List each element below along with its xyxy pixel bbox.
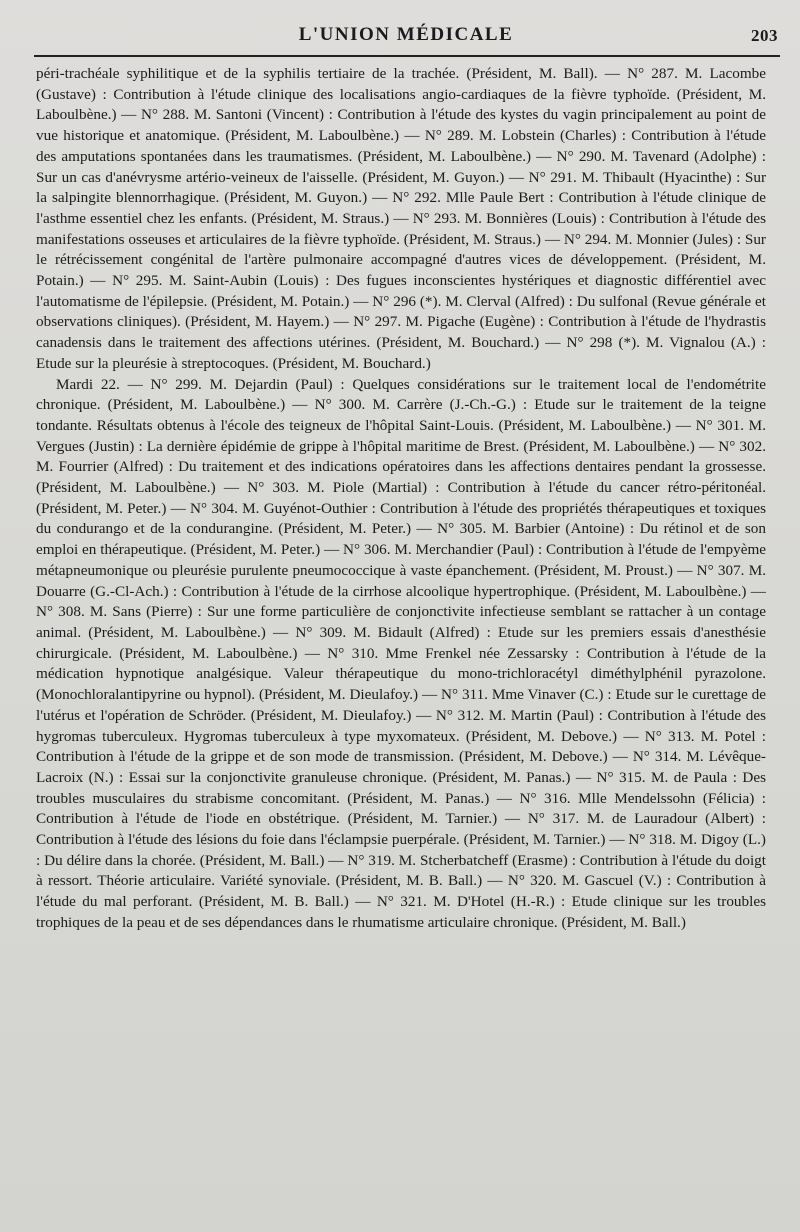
page-number: 203 [751,26,778,45]
paragraph-continuation: péri-trachéale syphilitique et de la syphilis tertiaire de la trachée. (Président, M. Ball). — N° 287. M. Lacombe (Gustave) : Contribution à l'étude clinique des localisations angio-cardiaques de la fièvre typhoïde. (Président, M. Laboulbène.) — N° 288. M. Santoni (Vincent) : Contribution à l'étude des kystes du vagin principalement au point de vue historique et anatomique. (Président, M. Laboulbène.) — N° 289. M. Lobstein (Charles) : Contribution à l'étude des amputations spontanées dans les traumatismes. (Président, M. Laboulbène.) — N° 290. M. Tavenard (Adolphe) : Sur un cas d'anévrysme artério-veineux de l'aisselle. (Président, M. Guyon.) — N° 291. M. Thibault (Hyacinthe) : Sur la salpingite blennorrhagique. (Président, M. Guyon.) — N° 292. Mlle Paule Bert : Contribution à l'étude clinique de l'asthme essentiel chez les enfants. (Président, M. Straus.) — N° 293. M. Bonnières (Louis) : Contribution à l'étude des manifestations osseuses et articulaires de la fièvre typhoïde. (Président, M. Straus.) — N° 294. M. Monnier (Jules) : Sur le rétrécissement congénital de l'artère pulmonaire accompagné d'autres vices de développement. (Président, M. Potain.) — N° 295. M. Saint-Aubin (Louis) : Des fugues inconscientes hystériques et diagnostic différentiel avec l'automatisme de l'épilepsie. (Président, M. Potain.) — N° 296 (*). M. Clerval (Alfred) : Du sulfonal (Revue générale et observations cliniques). (Président, M. Hayem.) — N° 297. M. Pigache (Eugène) : Contribution à l'étude de l'hydrastis canadensis dans le traitement des affections utérines. (Président, M. Bouchard.) — N° 298 (*). M. Vignalou (A.) : Etude sur la pleurésie à streptocoques. (Président, M. Bouchard.) [36,65,766,372]
header-rule [34,55,780,57]
journal-title: L'UNION MÉDICALE [298,24,514,45]
running-head [30,22,782,52]
thesis-list-text [36,64,766,934]
paragraph-mardi-22: Mardi 22. — N° 299. M. Dejardin (Paul) : Quelques considérations sur le traitement local de l'endométrite chronique. (Président, M. Laboulbène.) — N° 300. M. Carrère (J.-Ch.-G.) : Etude sur le traitement de la teigne tondante. Résultats obtenus à l'école des teigneux de l'hôpital Saint-Louis. (Président, M. Laboulbène.) — N° 301. M. Vergues (Justin) : La dernière épidémie de grippe à l'hôpital maritime de Brest. (Président, M. Laboulbène.) — N° 302. M. Fourrier (Alfred) : Du traitement et des indications opératoires dans les affections dentaires pendant la grossesse. (Président, M. Laboulbène.) — N° 303. M. Piole (Martial) : Contribution à l'étude du cancer rétro-péritonéal. (Président, M. Peter.) — N° 304. M. Guyénot-Outhier : Contribution à l'étude des propriétés thérapeutiques et toxiques du condurango et de la condurangine. (Président, M. Peter.) — N° 305. M. Barbier (Antoine) : Du rétinol et de son emploi en thérapeutique. (Président, M. Peter.) — N° 306. M. Merchandier (Paul) : Contribution à l'étude de l'empyème métapneumonique ou pleurésie purulente pneumococcique à vaste épanchement. (Président, M. Proust.) — N° 307. M. Douarre (G.-Cl-Ach.) : Contribution à l'étude de la cirrhose alcoolique hypertrophique. (Président, M. Laboulbène.) — N° 308. M. Sans (Pierre) : Sur une forme particulière de conjonctivite infectieuse semblant se rattacher à un contage animal. (Président, M. Laboulbène.) — N° 309. M. Bidault (Alfred) : Etude sur les premiers essais d'anesthésie chirurgicale. (Président, M. Laboulbène.) — N° 310. Mme Frenkel née Zessarsky : Contribution à l'étude de la médication hypnotique analgésique. Valeur thérapeutique du mono-trichloracétyl diméthylphénil pyrazolone. (Monochloralantipyrine ou hypnol). (Président, M. Dieulafoy.) — N° 311. Mme Vinaver (C.) : Etude sur le curettage de l'utérus et l'opération de Schröder. (Président, M. Dieulafoy.) — N° 312. M. Martin (Paul) : Contribution à l'étude des hygromas tuberculeux. Hygromas tuberculeux à type myxomateux. (Président, M. Debove.) — N° 313. M. Potel : Contribution à l'étude de la grippe et de son mode de transmission. (Président, M. Debove.) — N° 314. M. Lévêque-Lacroix (N.) : Essai sur la conjonctivite granuleuse chronique. (Président, M. Panas.) — N° 315. M. de Paula : Des troubles musculaires du strabisme concomitant. (Président, M. Panas.) — N° 316. Mlle Mendelssohn (Félicia) : Contribution à l'étude de l'iode en obstétrique. (Président, M. Tarnier.) — N° 317. M. de Lauradour (Albert) : Contribution à l'étude des lésions du foie dans l'éclampsie puerpérale. (Président, M. Tarnier.) — N° 318. M. Digoy (L.) : Du délire dans la chorée. (Président, M. Ball.) — N° 319. M. Stcherbatcheff (Erasme) : Contribution à l'étude du doigt à ressort. Théorie articulaire. Variété synoviale. (Président, M. B. Ball.) — N° 320. M. Gascuel (V.) : Contribution à l'étude du mal perforant. (Président, M. B. Ball.) — N° 321. M. D'Hotel (H.-R.) : Etude clinique sur les troubles trophiques de la peau et de ses dépendances dans le rhumatisme articulaire chronique. (Président, M. Ball.) [36,375,766,931]
